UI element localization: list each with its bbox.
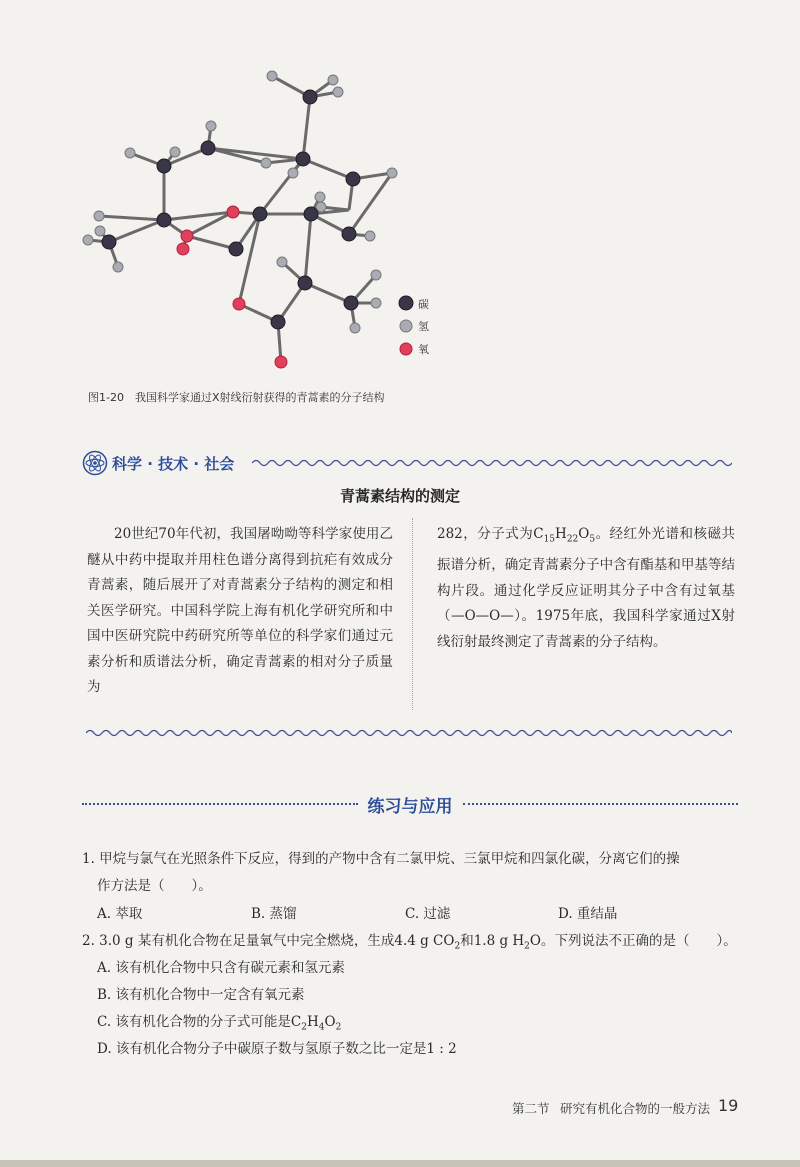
decorative-wave-bottom xyxy=(86,725,732,741)
legend-oxygen-label: 氧 xyxy=(418,343,429,356)
article-left-column xyxy=(87,522,393,701)
dotted-rule-right xyxy=(463,803,739,805)
molecule-legend xyxy=(399,296,429,356)
question-2-stem: 2. 3.0 g 某有机化合物在足量氧气中完全燃烧，生成4.4 g $CO_2$和1.8 g $H_2O$。下列说法不正确的是（ ）。 xyxy=(82,933,737,952)
artemisinin-molecule-figure xyxy=(70,60,470,380)
dotted-rule-left xyxy=(82,803,358,805)
legend-hydrogen-swatch xyxy=(400,320,412,332)
legend-hydrogen-label: 氢 xyxy=(418,320,429,333)
oxygen-atoms xyxy=(177,206,287,368)
atom-emblem-icon xyxy=(82,450,108,476)
bonds xyxy=(88,76,392,362)
practice-title: 练习与应用 xyxy=(367,796,453,817)
figure-caption: 图1-20 我国科学家通过X射线衍射获得的青蒿素的分子结构 xyxy=(88,391,385,404)
question-2-option-a: A. 该有机化合物中只含有碳元素和氢元素 xyxy=(97,960,345,976)
legend-carbon-swatch xyxy=(399,296,413,310)
question-1-line-2: 作方法是（ ）。 xyxy=(97,878,212,894)
question-1-option-a: A. 萃取 xyxy=(97,906,143,922)
question-1-line-1: 1. 甲烷与氯气在光照条件下反应，得到的产物中含有二氯甲烷、三氯甲烷和四氯化碳，分离它们的操 xyxy=(82,851,680,867)
decorative-wave-top xyxy=(252,455,732,471)
scan-edge-band xyxy=(0,1160,800,1167)
footer-chapter-title: 研究有机化合物的一般方法 xyxy=(560,1101,711,1116)
legend-oxygen-swatch xyxy=(400,343,412,355)
question-2-option-c: C. 该有机化合物的分子式可能是$C_2H_4O_2$ xyxy=(97,1014,342,1033)
article-title: 青蒿素结构的测定 xyxy=(339,487,460,505)
question-2-option-b: B. 该有机化合物中一定含有氧元素 xyxy=(97,987,305,1003)
practice-header xyxy=(82,792,738,816)
question-1-option-c: C. 过滤 xyxy=(405,906,451,922)
question-1-option-d: D. 重结晶 xyxy=(558,906,618,922)
page-number: 19 xyxy=(718,1096,739,1115)
footer-section-label: 第二节 xyxy=(512,1101,550,1116)
question-2-option-d: D. 该有机化合物分子中碳原子数与氢原子数之比一定是1 : 2 xyxy=(97,1041,457,1057)
section-title: 科学 · 技术 · 社会 xyxy=(112,454,235,473)
article-right-column xyxy=(437,522,735,655)
column-divider xyxy=(412,518,413,710)
article-left-text: 20世纪70年代初，我国屠呦呦等科学家使用乙醚从中药中提取并用柱色谱分离得到抗疟有效成分青蒿素，随后展开了对青蒿素分子结构的测定和相关医学研究。中国科学院上海有机化学研究所和中国中医研究院中药研究所等单位的科学家们通过元素分析和质谱法分析，确定青蒿素的相对分子质量为 xyxy=(87,526,393,695)
legend-carbon-label: 碳 xyxy=(418,298,429,311)
article-right-text-2: 。经红外光谱和核磁共振谱分析，确定青蒿素分子中含有酯基和甲基等结构片段。通过化学反应证明其分子中含有过氧基（—O—O—）。1975年底，我国科学家通过X射线衍射最终测定了青蒿素的分子结构。 xyxy=(437,526,735,650)
section-header xyxy=(82,448,234,478)
article-right-text-1: 282，分子式为 xyxy=(437,526,534,542)
molecular-formula: $C_{15}H_{22}O_5$ xyxy=(533,526,596,545)
question-1-option-b: B. 蒸馏 xyxy=(251,906,297,922)
